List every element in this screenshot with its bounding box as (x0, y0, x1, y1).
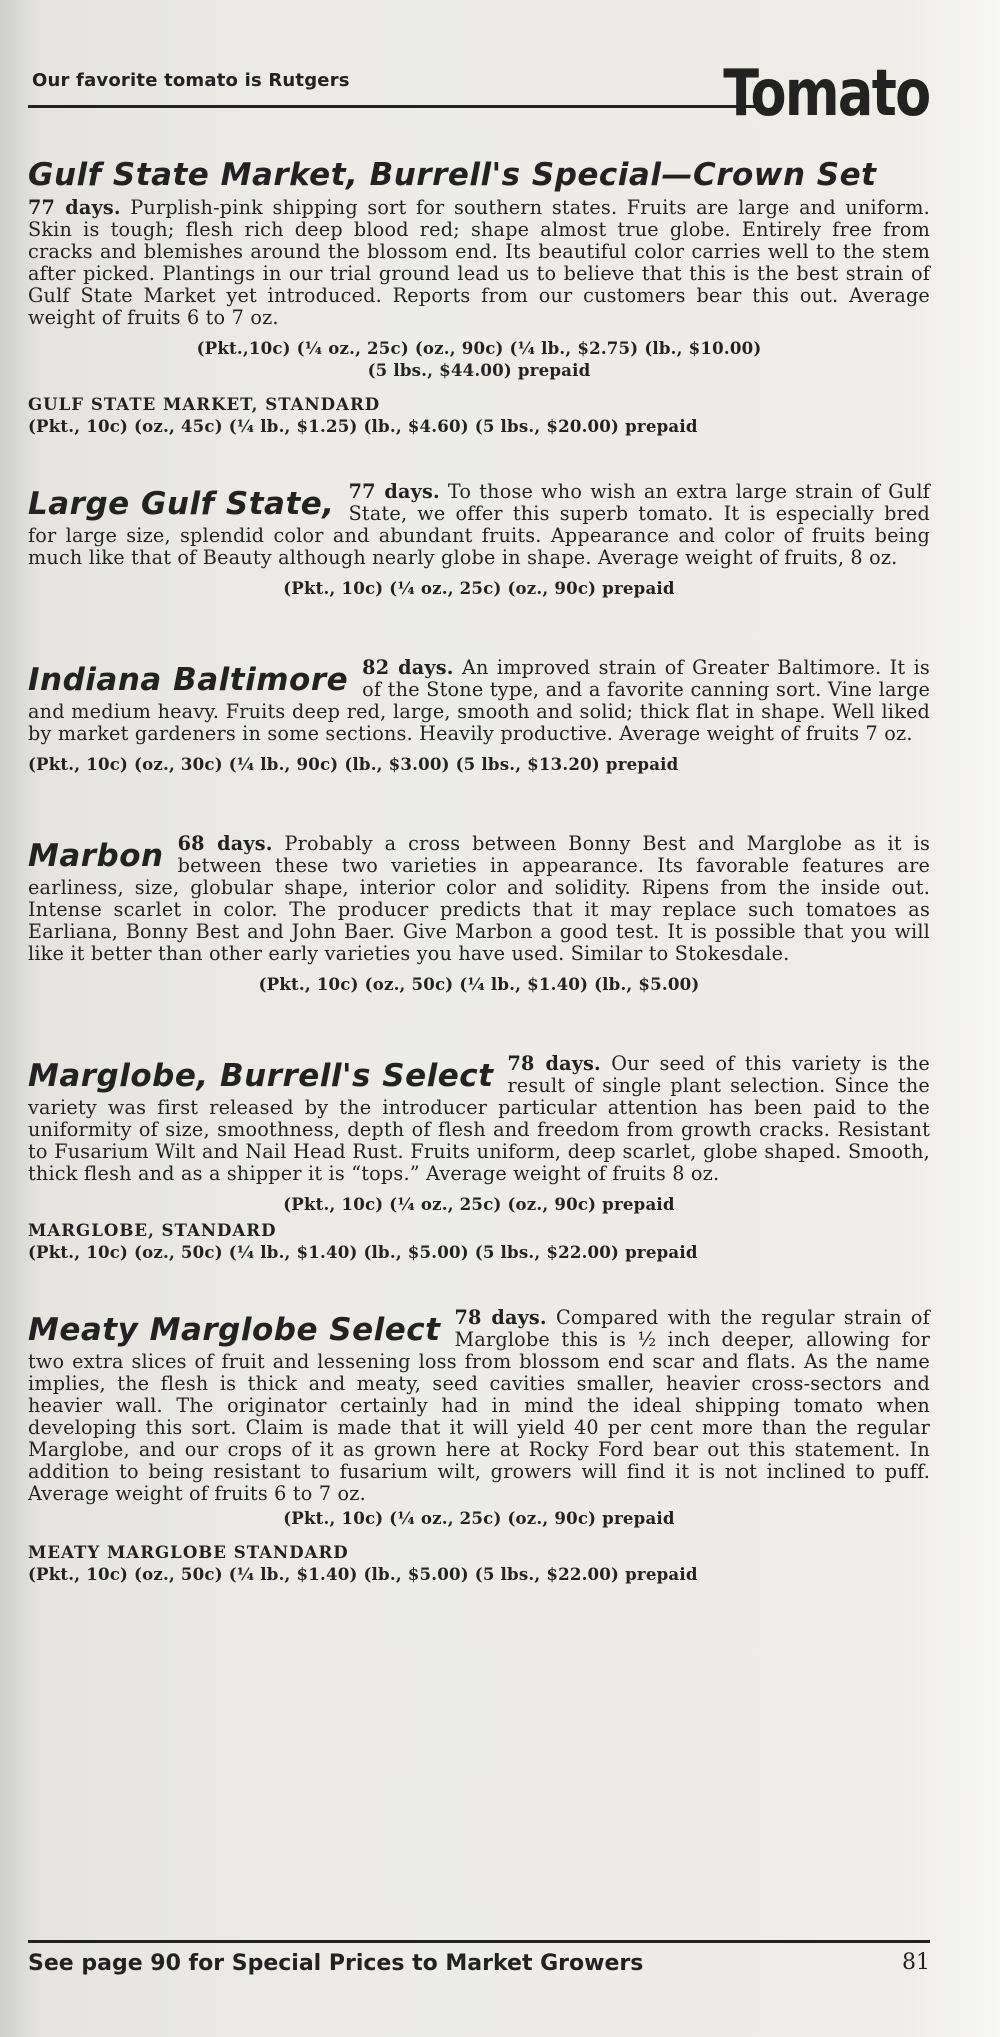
entry-text: An improved strain of Greater Baltimore. It is of the Stone type, and a favorite canning sort. Vine large and medium heavy. Fruits deep red, large, smooth and solid; thick flat in shape. Well liked by market gardeners in some sections. Heavily productive. Average weight of fruits 7 oz. (28, 656, 930, 745)
entry-days: 82 days. (362, 656, 454, 679)
entry-description (28, 1307, 930, 1505)
entry-days: 77 days. (28, 196, 121, 219)
entry-price: (Pkt., 10c) (¼ oz., 25c) (oz., 90c) prepaid (283, 578, 675, 598)
entry-title: Large Gulf State, (28, 486, 335, 522)
entry-title: Marbon (28, 838, 164, 874)
entry-indiana-baltimore (28, 657, 930, 775)
entry-gulf-state-market (28, 155, 930, 437)
entry-price: (Pkt.,10c) (¼ oz., 25c) (oz., 90c) (¼ lb., $2.75) (lb., $10.00) (196, 338, 762, 358)
entry-description (28, 657, 930, 745)
entry-description (28, 197, 930, 329)
entry-days: 78 days. (454, 1306, 547, 1329)
standard-label: MARGLOBE, STANDARD (28, 1220, 277, 1240)
entry-text: Purplish-pink shipping sort for southern states. Fruits are large and uniform. Skin is tough; flesh rich deep blood red; shape almost true globe. Entirely free from cracks and blemishes around the blossom end. Its beautiful color carries well to the stem after picked. Plantings in our trial ground lead us to believe that this is the best strain of Gulf State Market yet introduced. Reports from our customers bear this out. Average weight of fruits 6 to 7 oz. (28, 196, 930, 329)
footer-rule (28, 1940, 930, 1943)
entry-text: Our seed of this variety is the result of single plant selection. Since the variety was first released by the introducer particular attention has been paid to the uniformity of size, smoothness, depth of flesh and freedom from growth cracks. Resistant to Fusarium Wilt and Nail Head Rust. Fruits uniform, deep scarlet, globe shaped. Smooth, thick flesh and as a shipper it is “tops.” Average weight of fruits 8 oz. (28, 1052, 930, 1185)
entry-days: 78 days. (507, 1052, 601, 1075)
entry-description (28, 833, 930, 965)
entry-text: Probably a cross between Bonny Best and Marglobe as it is between these two varieties in appearance. Its favorable features are earliness, size, globular shape, interior color and solidity. Ripens from the inside out. Intense scarlet in color. The producer predicts that it may replace such tomatoes as Earliana, Bonny Best and John Baer. Give Marbon a good test. It is possible that you will like it better than other early varieties you have used. Similar to Stokesdale. (28, 832, 930, 965)
entry-meaty-marglobe (28, 1307, 930, 1585)
standard-label: MEATY MARGLOBE STANDARD (28, 1542, 349, 1562)
entry-days: 68 days. (177, 832, 273, 855)
entry-price: (Pkt., 10c) (¼ oz., 25c) (oz., 90c) prepaid (283, 1508, 675, 1528)
entry-description (28, 1053, 930, 1185)
entry-title: Marglobe, Burrell's Select (28, 1058, 494, 1094)
standard-price: (Pkt., 10c) (oz., 45c) (¼ lb., $1.25) (lb., $4.60) (5 lbs., $20.00) prepaid (28, 416, 698, 436)
entry-text: To those who wish an extra large strain of Gulf State, we offer this superb tomato. It is especially bred for large size, splendid color and abundant fruits. Appearance and color of fruits being much like that of Beauty although nearly globe in shape. Average weight of fruits, 8 oz. (28, 480, 930, 569)
entry-text: Compared with the regular strain of Marglobe this is ½ inch deeper, allowing for two extra slices of fruit and lessening loss from blossom end scar and flats. As the name implies, the flesh is thick and meaty, seed cavities smaller, heavier cross-sectors and heavier wall. The originator certainly had in mind the ideal shipping tomato when developing this sort. Claim is made that it will yield 40 per cent more than the regular Marglobe, and our crops of it as grown here at Rocky Ford bear out this statement. In addition to being resistant to fusarium wilt, growers will find it is not inclined to puff. Average weight of fruits 6 to 7 oz. (28, 1306, 930, 1505)
entry-price: (Pkt., 10c) (¼ oz., 25c) (oz., 90c) prepaid (283, 1194, 675, 1214)
entry-marbon (28, 833, 930, 995)
page-header (28, 0, 930, 155)
footer-note: See page 90 for Special Prices to Market Growers (28, 1951, 644, 1976)
entry-large-gulf-state (28, 481, 930, 599)
entry-price: (Pkt., 10c) (oz., 50c) (¼ lb., $1.40) (lb., $5.00) (258, 974, 700, 994)
page-title: Tomato (723, 57, 930, 131)
page-footer (28, 1940, 930, 1976)
header-rule (28, 105, 758, 108)
entry-marglobe-select (28, 1053, 930, 1263)
entry-description (28, 481, 930, 569)
header-tagline: Our favorite tomato is Rutgers (32, 70, 350, 91)
standard-price: (Pkt., 10c) (oz., 50c) (¼ lb., $1.40) (lb., $5.00) (5 lbs., $22.00) prepaid (28, 1564, 698, 1584)
standard-price: (Pkt., 10c) (oz., 50c) (¼ lb., $1.40) (lb., $5.00) (5 lbs., $22.00) prepaid (28, 1242, 698, 1262)
standard-label: GULF STATE MARKET, STANDARD (28, 394, 381, 414)
entry-title: Gulf State Market, Burrell's Special—Crown Set (28, 157, 877, 193)
entry-title: Meaty Marglobe Select (28, 1312, 441, 1348)
entry-title: Indiana Baltimore (28, 662, 349, 698)
page-number: 81 (902, 1950, 930, 1975)
entry-days: 77 days. (348, 480, 440, 503)
entry-price: (Pkt., 10c) (oz., 30c) (¼ lb., 90c) (lb., $3.00) (5 lbs., $13.20) prepaid (28, 754, 679, 774)
entry-price-line2: (5 lbs., $44.00) prepaid (367, 360, 591, 380)
